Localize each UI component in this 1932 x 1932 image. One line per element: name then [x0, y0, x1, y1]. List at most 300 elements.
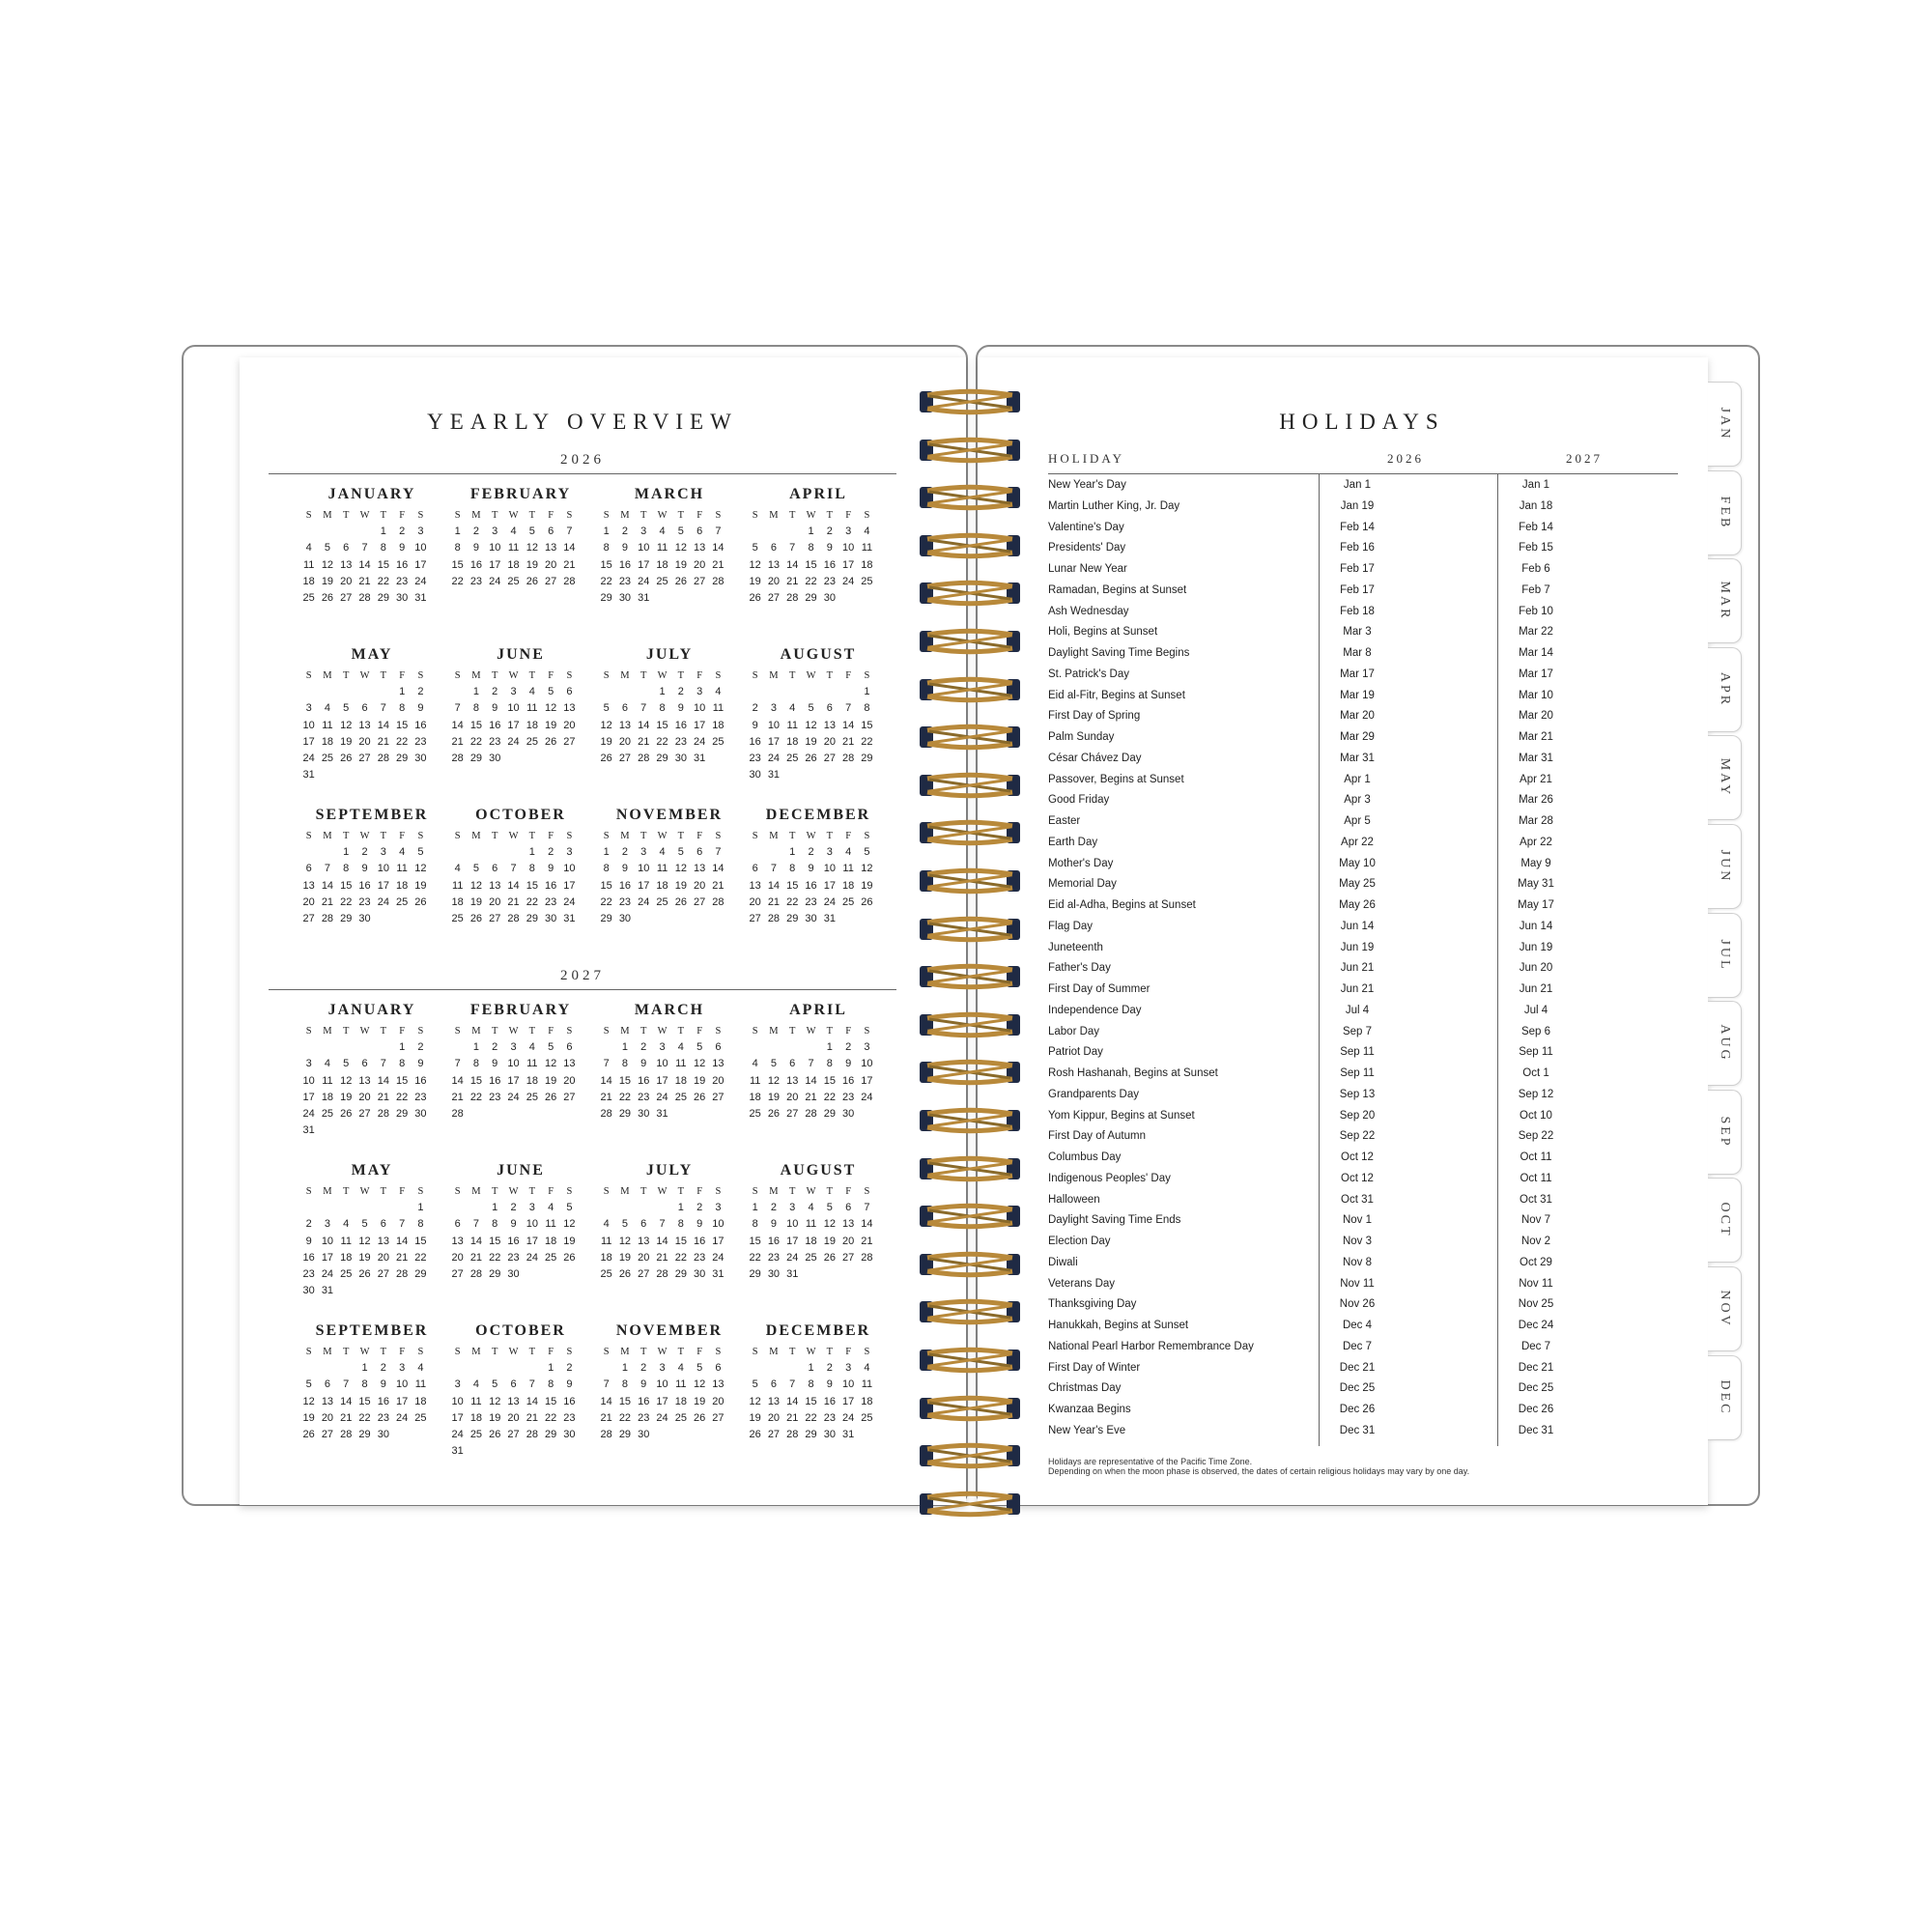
month-name: AUGUST [780, 646, 857, 663]
day-number: 14 [600, 1395, 612, 1407]
day-number: 10 [377, 863, 389, 875]
empty-day-cell [746, 844, 764, 861]
day-number: 19 [302, 1411, 315, 1424]
day-number: 1 [603, 526, 610, 538]
day-number: 23 [805, 895, 817, 908]
spiral-coil [920, 388, 1020, 415]
day-number: 22 [396, 735, 409, 748]
day-number: 27 [694, 575, 706, 587]
day-number: 1 [621, 1041, 628, 1054]
day-number: 12 [749, 558, 761, 571]
holiday-row [1048, 939, 1724, 960]
day-number: 14 [526, 1395, 538, 1407]
day-number: 17 [526, 1235, 538, 1247]
day-number: 17 [321, 1251, 334, 1264]
holiday-date-2026: Nov 1 [1342, 1214, 1373, 1227]
day-number: 18 [749, 1091, 761, 1103]
empty-day-cell [318, 684, 336, 700]
holiday-row [1048, 791, 1724, 812]
day-number: 7 [399, 1218, 406, 1231]
day-number: 31 [414, 591, 427, 604]
day-number: 25 [861, 575, 873, 587]
day-number: 5 [305, 1378, 312, 1391]
weekday-label: S [566, 1186, 573, 1197]
empty-day-cell [299, 1039, 318, 1056]
day-number: 16 [749, 735, 761, 748]
day-number: 3 [528, 1202, 535, 1214]
day-number: 4 [659, 846, 666, 859]
day-number: 11 [526, 702, 538, 715]
weekday-label: M [620, 1186, 630, 1197]
day-number: 22 [674, 1251, 687, 1264]
day-number: 15 [396, 1074, 409, 1087]
day-number: 16 [507, 1235, 520, 1247]
day-number: 17 [451, 1411, 464, 1424]
day-number: 9 [380, 1378, 386, 1391]
month-name: APRIL [789, 1002, 847, 1018]
day-number: 31 [842, 1428, 855, 1440]
month-calendar-2027-january [299, 1002, 444, 1139]
day-number: 11 [507, 542, 520, 554]
empty-day-cell [299, 524, 318, 540]
day-number: 6 [770, 1378, 777, 1391]
holiday-date-2026: Feb 16 [1340, 542, 1375, 554]
day-number: 7 [380, 702, 386, 715]
empty-day-cell [318, 1360, 336, 1377]
day-number: 23 [842, 1091, 855, 1103]
day-number: 5 [621, 1218, 628, 1231]
day-number: 11 [302, 558, 315, 571]
day-number: 30 [396, 591, 409, 604]
tab-label: JUN [1718, 849, 1732, 884]
weekday-label: F [696, 1347, 703, 1357]
day-number: 29 [861, 752, 873, 764]
day-number: 24 [694, 735, 706, 748]
holiday-date-2026: Mar 31 [1340, 752, 1375, 764]
weekday-label: F [399, 1026, 406, 1037]
day-number: 4 [715, 686, 722, 698]
day-number: 10 [861, 1058, 873, 1070]
day-number: 21 [321, 895, 334, 908]
day-number: 12 [340, 719, 353, 731]
day-number: 26 [340, 1107, 353, 1120]
day-number: 1 [417, 1202, 424, 1214]
month-name: AUGUST [780, 1162, 857, 1179]
day-number: 20 [302, 895, 315, 908]
day-number: 4 [324, 702, 330, 715]
day-number: 22 [805, 575, 817, 587]
day-number: 19 [489, 1411, 501, 1424]
day-number: 8 [399, 702, 406, 715]
weekday-label: M [323, 1186, 332, 1197]
day-number: 9 [566, 1378, 573, 1391]
day-number: 28 [507, 912, 520, 924]
empty-day-cell [467, 1200, 485, 1216]
day-number: 28 [600, 1428, 612, 1440]
day-number: 14 [396, 1235, 409, 1247]
month-name: JANUARY [327, 1002, 416, 1018]
day-number: 21 [712, 558, 724, 571]
weekday-label: M [620, 1026, 630, 1037]
holiday-date-2027: Mar 31 [1519, 752, 1553, 764]
day-number: 25 [451, 912, 464, 924]
day-number: 6 [715, 1041, 722, 1054]
day-number: 30 [377, 1428, 389, 1440]
day-number: 7 [510, 863, 517, 875]
tab-label: JUL [1718, 939, 1732, 972]
holiday-name: Ash Wednesday [1048, 605, 1129, 617]
day-number: 14 [451, 719, 464, 731]
day-number: 6 [826, 702, 833, 715]
day-number: 1 [380, 526, 386, 538]
tab-label: FEB [1718, 496, 1732, 529]
day-number: 25 [321, 1107, 334, 1120]
weekday-label: S [752, 831, 758, 841]
day-number: 6 [770, 542, 777, 554]
day-grid [597, 828, 742, 927]
day-number: 25 [340, 1267, 353, 1280]
day-number: 14 [861, 1218, 873, 1231]
day-number: 15 [749, 1235, 761, 1247]
day-number: 4 [845, 846, 852, 859]
day-number: 29 [526, 912, 538, 924]
holiday-row [1048, 539, 1724, 560]
weekday-label: T [826, 1347, 834, 1357]
day-number: 18 [507, 558, 520, 571]
day-number: 4 [324, 1058, 330, 1070]
day-number: 1 [454, 526, 461, 538]
day-number: 15 [618, 1395, 632, 1407]
day-number: 20 [712, 1074, 724, 1087]
day-number: 23 [545, 895, 557, 908]
day-number: 13 [340, 558, 353, 571]
day-number: 9 [492, 1058, 498, 1070]
year-2027-column-header: 2027 [1566, 451, 1603, 466]
month-calendar-2027-july [597, 1162, 742, 1283]
day-grid [448, 668, 593, 767]
day-number: 12 [694, 1378, 706, 1391]
day-number: 3 [640, 526, 647, 538]
day-number: 23 [396, 575, 409, 587]
day-number: 26 [694, 1411, 706, 1424]
holiday-date-2027: Jan 18 [1519, 499, 1553, 512]
day-number: 15 [377, 558, 389, 571]
holiday-date-2026: Feb 17 [1340, 563, 1375, 575]
weekday-label: F [845, 1026, 852, 1037]
month-name: DECEMBER [765, 1322, 871, 1339]
day-number: 26 [823, 1251, 836, 1264]
day-number: 2 [808, 846, 814, 859]
day-number: 29 [414, 1267, 427, 1280]
weekday-label: T [380, 670, 387, 681]
day-number: 29 [396, 752, 409, 764]
weekday-label: T [789, 1026, 796, 1037]
empty-day-cell [653, 1200, 671, 1216]
day-number: 12 [749, 1395, 761, 1407]
weekday-label: S [864, 510, 870, 521]
tab-label: JAN [1718, 407, 1732, 441]
weekday-label: M [323, 831, 332, 841]
day-number: 21 [786, 575, 799, 587]
day-number: 13 [712, 1058, 724, 1070]
day-number: 27 [767, 1428, 781, 1440]
day-number: 12 [823, 1218, 836, 1231]
day-number: 5 [417, 846, 424, 859]
weekday-label: F [845, 670, 852, 681]
day-number: 2 [640, 1041, 647, 1054]
day-number: 9 [752, 719, 758, 731]
weekday-label: S [417, 831, 424, 841]
holiday-row [1048, 1295, 1724, 1317]
day-number: 31 [823, 912, 836, 924]
day-number: 22 [823, 1091, 836, 1103]
empty-day-cell [838, 684, 857, 700]
holiday-name: Good Friday [1048, 794, 1110, 807]
weekday-label: S [417, 1347, 424, 1357]
day-number: 6 [566, 1041, 573, 1054]
day-number: 27 [712, 1091, 724, 1103]
holiday-date-2026: Feb 17 [1340, 583, 1375, 596]
day-number: 30 [563, 1428, 576, 1440]
day-number: 10 [767, 719, 781, 731]
day-number: 11 [712, 702, 724, 715]
day-number: 7 [640, 702, 647, 715]
weekday-label: S [603, 670, 610, 681]
day-number: 24 [786, 1251, 799, 1264]
day-number: 2 [752, 702, 758, 715]
holiday-date-2026: Mar 19 [1340, 689, 1375, 701]
empty-day-cell [597, 1360, 615, 1377]
day-number: 6 [361, 1058, 368, 1070]
empty-day-cell [523, 1360, 541, 1377]
day-number: 16 [377, 1395, 389, 1407]
weekday-label: T [343, 670, 350, 681]
day-number: 16 [489, 1074, 501, 1087]
empty-day-cell [448, 684, 467, 700]
day-number: 4 [417, 1362, 424, 1375]
weekday-label: W [657, 831, 668, 841]
empty-day-cell [318, 1200, 336, 1216]
weekday-label: S [454, 510, 461, 521]
holiday-name: Ramadan, Begins at Sunset [1048, 583, 1187, 596]
day-number: 8 [789, 863, 796, 875]
month-calendar-2027-october [448, 1322, 593, 1460]
day-number: 3 [845, 526, 852, 538]
weekday-label: F [696, 670, 703, 681]
day-number: 7 [845, 702, 852, 715]
empty-day-cell [746, 684, 764, 700]
weekday-label: W [508, 1347, 519, 1357]
day-number: 2 [770, 1202, 777, 1214]
day-number: 3 [789, 1202, 796, 1214]
day-number: 12 [358, 1235, 371, 1247]
day-number: 8 [492, 1218, 498, 1231]
day-number: 19 [545, 719, 557, 731]
holiday-date-2027: Mar 26 [1519, 794, 1553, 807]
holiday-date-2026: Mar 8 [1343, 647, 1372, 659]
day-number: 20 [767, 575, 781, 587]
tab-label: SEP [1718, 1116, 1732, 1149]
weekday-label: M [769, 670, 779, 681]
weekday-label: S [752, 1186, 758, 1197]
weekday-label: T [640, 670, 647, 681]
day-number: 17 [656, 1395, 668, 1407]
weekday-label: W [806, 1026, 816, 1037]
empty-day-cell [597, 1200, 615, 1216]
empty-day-cell [764, 844, 782, 861]
weekday-label: T [826, 1026, 834, 1037]
day-number: 30 [638, 1428, 650, 1440]
day-number: 27 [767, 591, 781, 604]
holiday-date-2027: Mar 21 [1519, 731, 1553, 743]
day-number: 18 [321, 1091, 334, 1103]
day-number: 16 [414, 719, 427, 731]
day-number: 8 [603, 863, 610, 875]
day-number: 23 [618, 575, 632, 587]
holiday-date-2026: Mar 17 [1340, 668, 1375, 680]
holiday-date-2027: Feb 15 [1519, 542, 1553, 554]
day-number: 30 [823, 591, 836, 604]
weekday-label: W [359, 1186, 370, 1197]
day-number: 12 [302, 1395, 315, 1407]
holiday-name: Thanksgiving Day [1048, 1298, 1137, 1311]
day-number: 26 [694, 1091, 706, 1103]
day-number: 11 [526, 1058, 538, 1070]
day-number: 17 [638, 879, 650, 892]
month-calendar-2026-june [448, 646, 593, 767]
day-number: 23 [377, 1411, 389, 1424]
day-number: 29 [545, 1428, 557, 1440]
day-number: 27 [563, 1091, 576, 1103]
day-number: 25 [712, 735, 724, 748]
day-number: 15 [414, 1235, 427, 1247]
weekday-label: T [492, 831, 498, 841]
day-number: 29 [674, 1267, 687, 1280]
day-number: 18 [396, 879, 409, 892]
day-number: 27 [618, 752, 632, 764]
day-number: 18 [805, 1235, 817, 1247]
holiday-date-2027: Feb 7 [1521, 583, 1550, 596]
day-number: 16 [823, 558, 836, 571]
holiday-row [1048, 1211, 1724, 1233]
day-number: 10 [656, 1378, 668, 1391]
weekday-label: T [826, 510, 834, 521]
day-number: 27 [507, 1428, 520, 1440]
day-number: 4 [454, 863, 461, 875]
day-number: 6 [696, 526, 703, 538]
day-number: 8 [752, 1218, 758, 1231]
day-number: 28 [396, 1267, 409, 1280]
weekday-label: W [508, 510, 519, 521]
day-number: 31 [302, 1124, 315, 1137]
day-number: 2 [826, 1362, 833, 1375]
day-number: 31 [694, 752, 706, 764]
day-number: 21 [842, 735, 855, 748]
day-number: 1 [528, 846, 535, 859]
day-number: 10 [507, 702, 520, 715]
day-number: 26 [805, 752, 817, 764]
day-number: 14 [786, 1395, 799, 1407]
weekday-label: W [806, 510, 816, 521]
holiday-row [1048, 1317, 1724, 1338]
holiday-table [1048, 476, 1724, 1442]
weekday-label: S [864, 670, 870, 681]
day-number: 16 [694, 1235, 706, 1247]
day-number: 29 [600, 591, 612, 604]
holiday-row [1048, 1254, 1724, 1275]
holiday-name: Kwanzaa Begins [1048, 1404, 1131, 1415]
holiday-name: Holi, Begins at Sunset [1048, 626, 1158, 639]
day-number: 21 [507, 895, 520, 908]
day-number: 10 [507, 1058, 520, 1070]
holiday-name: César Chávez Day [1048, 752, 1142, 764]
holiday-date-2026: Jul 4 [1345, 1004, 1370, 1016]
weekday-label: T [343, 1186, 350, 1197]
empty-day-cell [764, 524, 782, 540]
day-number: 22 [861, 735, 873, 748]
weekday-label: M [471, 1026, 481, 1037]
day-number: 28 [377, 752, 389, 764]
weekday-label: F [696, 1186, 703, 1197]
holiday-date-2026: Oct 31 [1341, 1193, 1374, 1206]
day-number: 13 [842, 1218, 855, 1231]
day-number: 5 [566, 1202, 573, 1214]
tab-jan[interactable] [1708, 382, 1742, 467]
holiday-row [1048, 771, 1724, 792]
day-number: 19 [563, 1235, 576, 1247]
holiday-date-2027: Jun 14 [1519, 920, 1553, 932]
weekday-label: F [696, 831, 703, 841]
day-number: 22 [489, 1251, 501, 1264]
day-number: 24 [396, 1411, 409, 1424]
day-number: 17 [842, 558, 855, 571]
month-calendar-2027-november [597, 1322, 742, 1443]
spiral-coil [920, 916, 1020, 943]
day-number: 16 [469, 558, 483, 571]
holiday-name: Memorial Day [1048, 878, 1117, 891]
day-number: 6 [621, 702, 628, 715]
day-number: 7 [715, 526, 722, 538]
day-number: 14 [321, 879, 334, 892]
weekday-label: F [548, 510, 554, 521]
day-number: 4 [659, 526, 666, 538]
day-number: 13 [767, 558, 781, 571]
holiday-row [1048, 623, 1724, 644]
day-number: 18 [340, 1251, 353, 1264]
day-number: 28 [377, 1107, 389, 1120]
holiday-date-2026: Sep 11 [1340, 1046, 1375, 1059]
day-number: 31 [302, 769, 315, 781]
holiday-row [1048, 603, 1724, 624]
day-number: 15 [674, 1235, 687, 1247]
day-number: 6 [789, 1058, 796, 1070]
day-number: 31 [712, 1267, 724, 1280]
day-number: 20 [638, 1251, 650, 1264]
month-name: FEBRUARY [469, 486, 572, 502]
holiday-row [1048, 644, 1724, 666]
day-number: 3 [324, 1218, 330, 1231]
day-number: 12 [861, 863, 873, 875]
day-number: 15 [861, 719, 873, 731]
holiday-row [1048, 855, 1724, 876]
day-number: 30 [767, 1267, 781, 1280]
holiday-date-2027: Dec 21 [1518, 1361, 1554, 1374]
day-number: 3 [492, 526, 498, 538]
holiday-row [1048, 1043, 1724, 1065]
weekday-label: M [769, 831, 779, 841]
day-number: 26 [749, 591, 761, 604]
holiday-date-2026: May 25 [1339, 878, 1376, 891]
